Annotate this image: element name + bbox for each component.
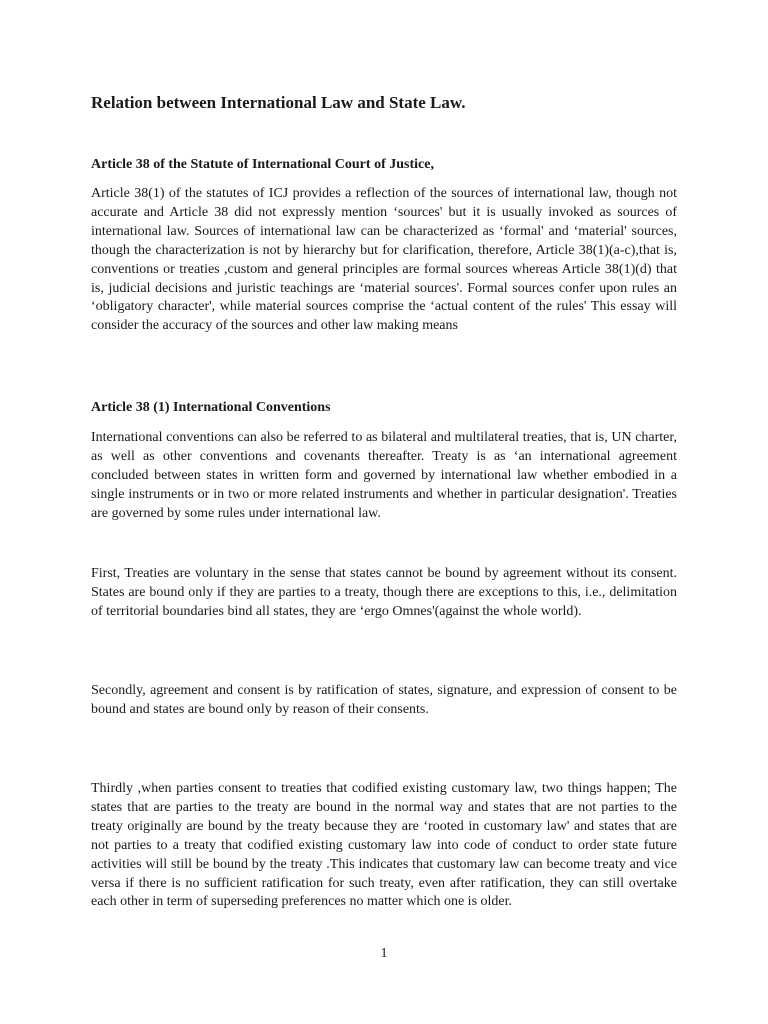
section-heading-international-conventions: Article 38 (1) International Conventions [91, 400, 331, 415]
paragraph-international-conventions: International conventions can also be referred to as bilateral and multilateral treaties, that is, UN charter, as well as other conventions and covenants thereafter. Treaty is as ‘an international agreement concluded between states in written form and governed by international law whether embodied in a single instruments or in two or more related instruments and whether in particular designation'. Treaties are governed by some rules under international law. [91, 430, 677, 521]
document-title: Relation between International Law and State Law. [91, 93, 466, 112]
paragraph-article-38-intro: Article 38(1) of the statutes of ICJ provides a reflection of the sources of international law, though not accurate and Article 38 did not expressly mention ‘sources' but it is usually invoked as sources of international law. Sources of international law can be characterized as ‘formal' and ‘material' sources, though the characterization is not by hierarchy but for clarification, therefore, Article 38(1)(a-c),that is, conventions or treaties ,custom and general principles are formal sources whereas Article 38(1)(d) that is, judicial decisions and juristic teachings are ‘material sources'. Formal sources confer upon rules an ‘obligatory character', while material sources comprise the ‘actual content of the rules' This essay will consider the accuracy of the sources and other law making means [91, 186, 677, 334]
paragraph-first-voluntary: First, Treaties are voluntary in the sense that states cannot be bound by agreement without its consent. States are bound only if they are parties to a treaty, though there are exceptions to this, i.e., delimitation of territorial boundaries bind all states, they are ‘ergo Omnes'(against the whole world). [91, 566, 677, 619]
paragraph-second-ratification: Secondly, agreement and consent is by ratification of states, signature, and expression of consent to be bound and states are bound only by reason of their consents. [91, 683, 677, 717]
paragraph-third-customary-law: Thirdly ,when parties consent to treaties that codified existing customary law, two things happen; The states that are parties to the treaty are bound in the normal way and states that are not parties to the treaty originally are bound by the treaty because they are ‘rooted in customary law' and states that are not parties to a treaty that codified existing customary law into code of conduct to order state future activities will still be bound by the treaty .This indicates that customary law can become treaty and vice versa if there is no sufficient ratification for such treaty, even after ratification, they can still overtake each other in term of superseding preferences no matter which one is older. [91, 781, 677, 910]
page-number: 1 [380, 946, 388, 961]
section-heading-article-38-statute: Article 38 of the Statute of International Court of Justice, [91, 157, 434, 172]
